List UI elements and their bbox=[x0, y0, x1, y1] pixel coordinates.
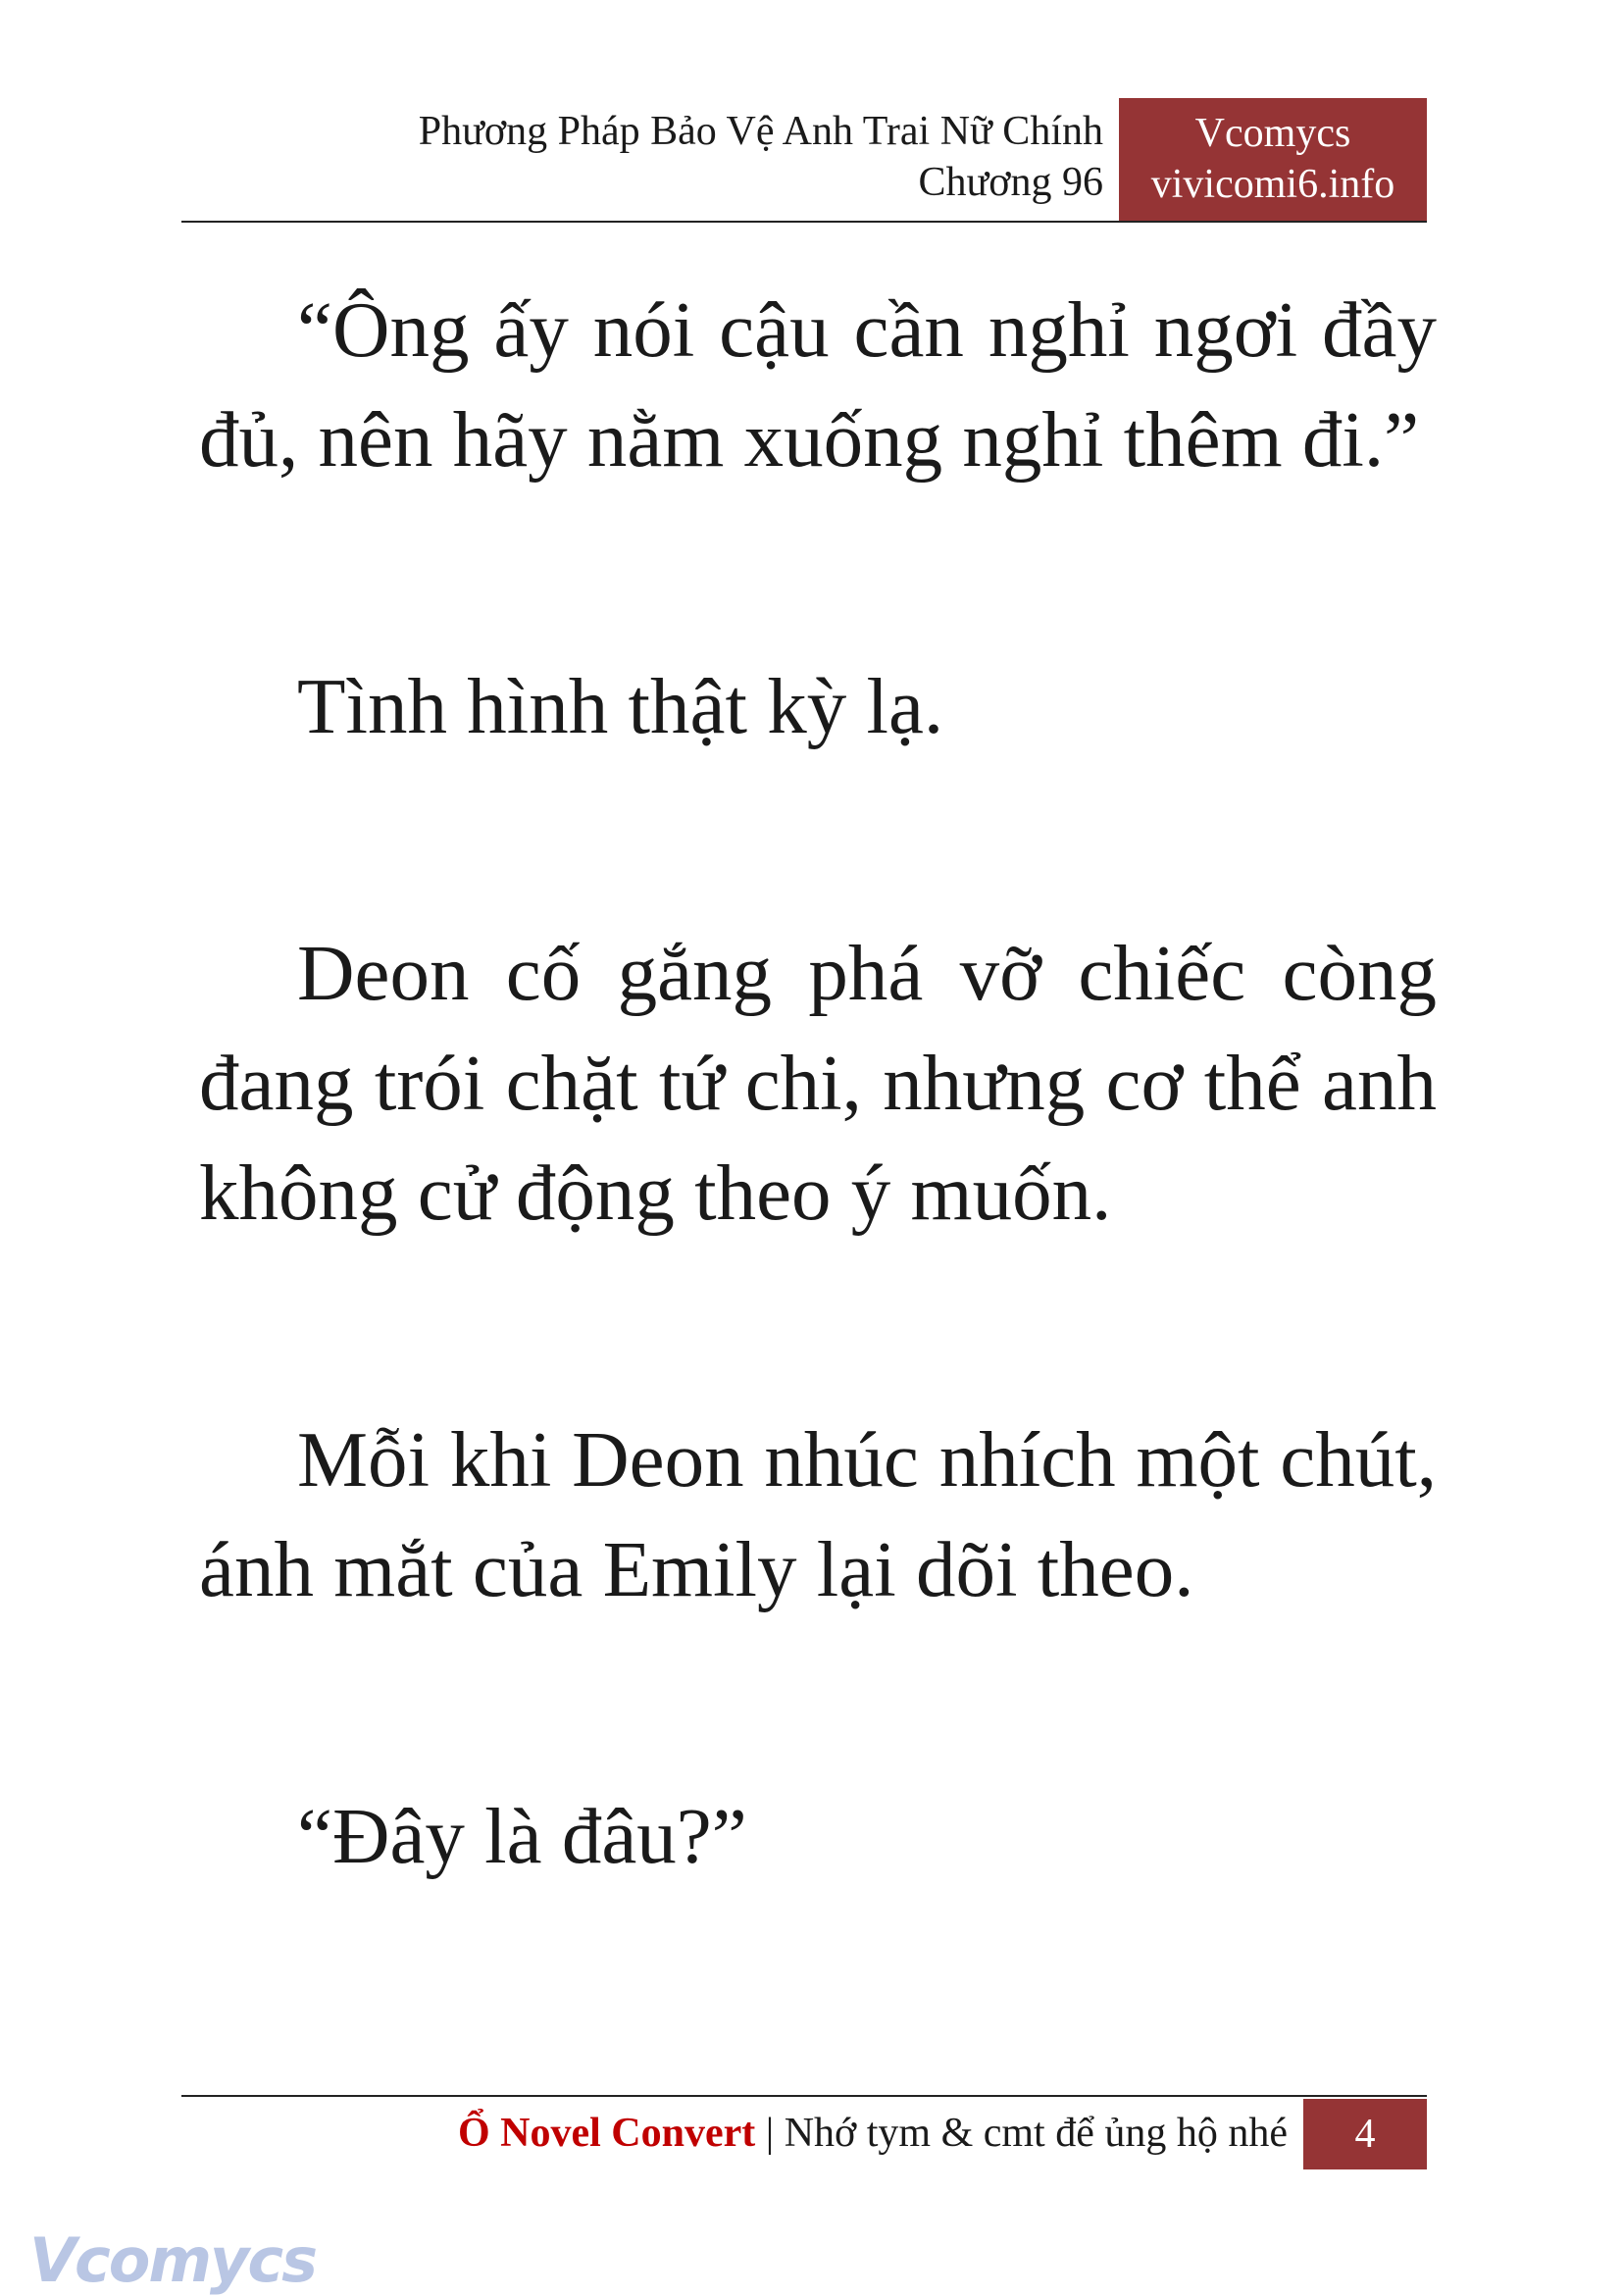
site-name: Vcomycs bbox=[1194, 111, 1351, 156]
book-title: Phương Pháp Bảo Vệ Anh Trai Nữ Chính bbox=[418, 109, 1103, 154]
footer-message: Nhớ tym & cmt để ủng hộ nhé bbox=[784, 2111, 1288, 2156]
chapter-label: Chương 96 bbox=[918, 160, 1103, 205]
footer-brand: Ổ Novel Convert bbox=[457, 2111, 756, 2156]
footer-text bbox=[458, 2109, 1288, 2158]
footer-separator: | bbox=[755, 2111, 785, 2156]
header-info bbox=[419, 106, 1103, 208]
paragraph: “Đây là đâu?” bbox=[297, 1792, 747, 1880]
site-url: vivicomi6.info bbox=[1150, 162, 1395, 207]
watermark-logo: Vcomycs bbox=[29, 2224, 317, 2296]
paragraph: Mỗi khi Deon nhúc nhích một chút, ánh mắt của Emily lại dõi theo. bbox=[199, 1415, 1437, 1613]
page-footer bbox=[181, 2095, 1427, 2169]
page-header bbox=[181, 98, 1427, 223]
page-number: 4 bbox=[1303, 2099, 1427, 2169]
paragraph: Deon cố gắng phá vỡ chiếc còng đang trói chặt tứ chi, nhưng cơ thể anh không cử động theo ý muốn. bbox=[199, 929, 1437, 1237]
paragraph: Tình hình thật kỳ lạ. bbox=[297, 662, 944, 750]
paragraph: “Ông ấy nói cậu cần nghỉ ngơi đầy đủ, nên hãy nằm xuống nghỉ thêm đi.” bbox=[199, 285, 1437, 484]
site-badge bbox=[1119, 98, 1427, 221]
page-content bbox=[199, 275, 1437, 1891]
